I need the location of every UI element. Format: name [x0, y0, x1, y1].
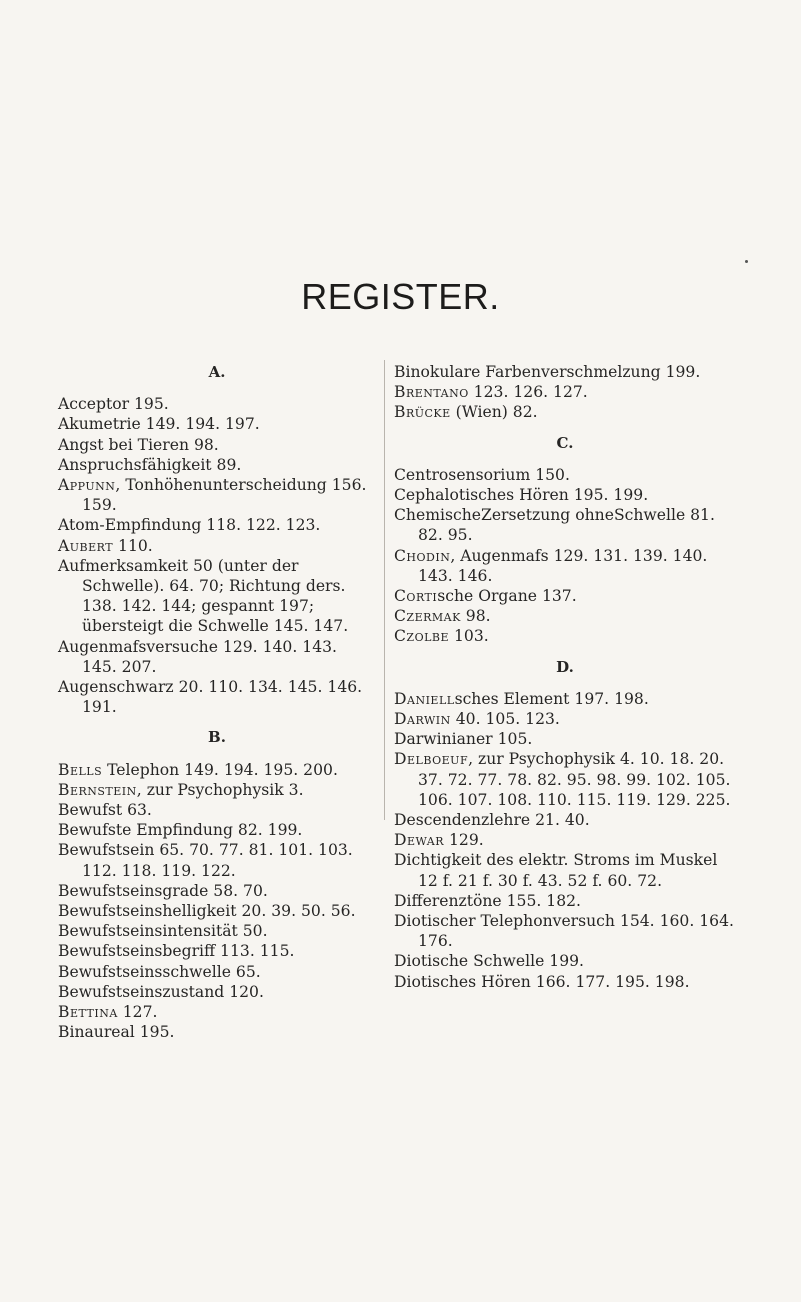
section-letter: C.	[556, 433, 574, 452]
index-entry	[394, 402, 736, 422]
index-entry	[394, 586, 736, 606]
left-column	[58, 362, 376, 1043]
author-name: Bettina	[58, 1003, 118, 1022]
index-entry	[58, 982, 376, 1002]
index-entry	[58, 475, 376, 515]
entry-text: Akumetrie 149. 194. 197.	[58, 415, 260, 434]
entry-text: 129.	[444, 831, 484, 850]
author-name: Aubert	[58, 536, 114, 555]
author-name: Czolbe	[394, 627, 450, 646]
section-letter: A.	[208, 363, 226, 381]
index-entry	[394, 830, 736, 850]
entry-text: Angst bei Tieren 98.	[58, 435, 219, 454]
speck-mark	[745, 260, 748, 263]
index-entry	[394, 465, 736, 485]
index-entry	[394, 606, 736, 626]
entry-text: sche Organe 137.	[437, 587, 577, 606]
index-entry	[394, 382, 736, 402]
entry-text: Centrosensorium 150.	[394, 465, 570, 484]
entry-text: Bewufstseinsintensität 50.	[58, 922, 268, 941]
index-entry	[58, 536, 376, 556]
entry-text: ChemischeZersetzung ohneSchwelle 81. 82. 95.	[394, 506, 715, 545]
section-letter: B.	[208, 728, 226, 747]
index-entry	[394, 850, 736, 890]
entry-text: Aufmerksamkeit 50 (unter der Schwelle). 64. 70; Richtung ders. 138. 142. 144; gespannt 197; übersteigt die Schwelle 145. 147.	[58, 556, 349, 636]
index-entry	[58, 414, 376, 434]
author-name: Daniell	[394, 689, 455, 708]
entry-text: Diotisches Hören 166. 177. 195. 198.	[394, 972, 690, 991]
index-entry	[394, 749, 736, 810]
index-entry	[58, 921, 376, 941]
index-entry	[394, 689, 736, 709]
index-entry	[58, 515, 376, 535]
entry-text: , Augenmafs 129. 131. 139. 140. 143. 146.	[418, 546, 708, 585]
index-entry	[58, 1022, 376, 1042]
entry-text: Bewufstsein 65. 70. 77. 81. 101. 103. 112. 118. 119. 122.	[58, 841, 353, 880]
entry-text: 40. 105. 123.	[450, 710, 560, 729]
entry-text: Bewufstseinsschwelle 65.	[58, 962, 261, 981]
page-title: REGISTER.	[301, 276, 500, 317]
entry-text: 103.	[449, 627, 489, 646]
index-entry	[58, 760, 376, 780]
entry-text: Binaureal 195.	[58, 1023, 175, 1042]
author-name: Appunn	[58, 476, 116, 495]
entry-text: Bewufste Empfindung 82. 199.	[58, 821, 303, 840]
index-entry	[58, 941, 376, 961]
index-entry	[394, 626, 736, 646]
entry-text: Augenmafsversuche 129. 140. 143. 145. 207.	[58, 637, 337, 676]
section-letter: D.	[556, 657, 574, 676]
index-entry	[58, 394, 376, 414]
entry-text: 98.	[460, 607, 491, 626]
author-name: Dewar	[394, 831, 445, 850]
entry-text: Dichtigkeit des elektr. Stroms im Muskel 12 f. 21 f. 30 f. 43. 52 f. 60. 72.	[394, 851, 718, 890]
entry-text: , Tonhöhenunterscheidung 156. 159.	[82, 476, 367, 515]
index-entry	[394, 546, 736, 586]
entry-text: 123. 126. 127.	[468, 383, 588, 402]
index-entry	[58, 637, 376, 677]
index-entry	[394, 362, 736, 382]
author-name: Darwin	[394, 710, 451, 729]
index-entry	[394, 951, 736, 971]
column-divider	[384, 360, 385, 820]
entry-text: Acceptor 195.	[58, 395, 169, 414]
index-entry	[394, 505, 736, 545]
index-entry	[58, 901, 376, 921]
author-name: Chodin	[394, 546, 451, 565]
entry-text: Telephon 149. 194. 195. 200.	[102, 760, 338, 779]
author-name: Brentano	[394, 383, 469, 402]
index-entry	[58, 820, 376, 840]
author-name: Bells	[58, 760, 103, 779]
entry-text: Anspruchsfähigkeit 89.	[58, 455, 242, 474]
entry-text: Diotischer Telephonversuch 154. 160. 164. 176.	[394, 912, 734, 951]
entry-text: Diotische Schwelle 199.	[394, 952, 585, 971]
index-entry	[58, 780, 376, 800]
entry-text: (Wien) 82.	[450, 403, 538, 422]
index-entry	[58, 435, 376, 455]
entry-text: 110.	[113, 536, 153, 555]
entry-text: Bewufstseinshelligkeit 20. 39. 50. 56.	[58, 902, 356, 921]
author-name: Delboeuf	[394, 750, 469, 769]
index-entry	[394, 810, 736, 830]
entry-text: sches Element 197. 198.	[454, 689, 649, 708]
entry-text: Cephalotisches Hören 195. 199.	[394, 486, 649, 505]
index-entry	[58, 556, 376, 637]
entry-text: Augenschwarz 20. 110. 134. 145. 146. 191.	[58, 678, 363, 717]
entry-text: 127.	[117, 1003, 158, 1022]
entry-text: Darwinianer 105.	[394, 730, 533, 749]
index-entry	[58, 840, 376, 880]
entry-text: , zur Psychophysik 4. 10. 18. 20. 37. 72. 77. 78. 82. 95. 98. 99. 102. 105. 106. 107. 108. 110. 115. 119. 129. 225.	[418, 750, 731, 809]
index-entry	[58, 800, 376, 820]
index-entry	[58, 455, 376, 475]
right-column	[394, 362, 736, 992]
entry-text: Bewufstseinszustand 120.	[58, 982, 264, 1001]
index-entry	[394, 891, 736, 911]
author-name: Bernstein	[58, 780, 137, 799]
author-name: Brücke	[394, 403, 451, 422]
entry-text: Bewufstseinsbegriff 113. 115.	[58, 942, 295, 961]
entry-text: Bewufst 63.	[58, 801, 152, 820]
entry-text: Descendenzlehre 21. 40.	[394, 811, 590, 830]
index-entry	[394, 729, 736, 749]
index-entry	[58, 1002, 376, 1022]
entry-text: Atom-Empfindung 118. 122. 123.	[58, 516, 321, 535]
index-entry	[58, 677, 376, 717]
index-entry	[394, 709, 736, 729]
index-entry	[58, 881, 376, 901]
index-entry	[394, 972, 736, 992]
index-entry	[394, 911, 736, 951]
index-entry	[394, 485, 736, 505]
author-name: Czermak	[394, 607, 461, 626]
entry-text: , zur Psychophysik 3.	[136, 780, 304, 799]
entry-text: Bewufstseinsgrade 58. 70.	[58, 881, 268, 900]
entry-text: Binokulare Farbenverschmelzung 199.	[394, 363, 701, 381]
author-name: Corti	[394, 587, 438, 606]
index-entry	[58, 962, 376, 982]
entry-text: Differenztöne 155. 182.	[394, 891, 582, 910]
